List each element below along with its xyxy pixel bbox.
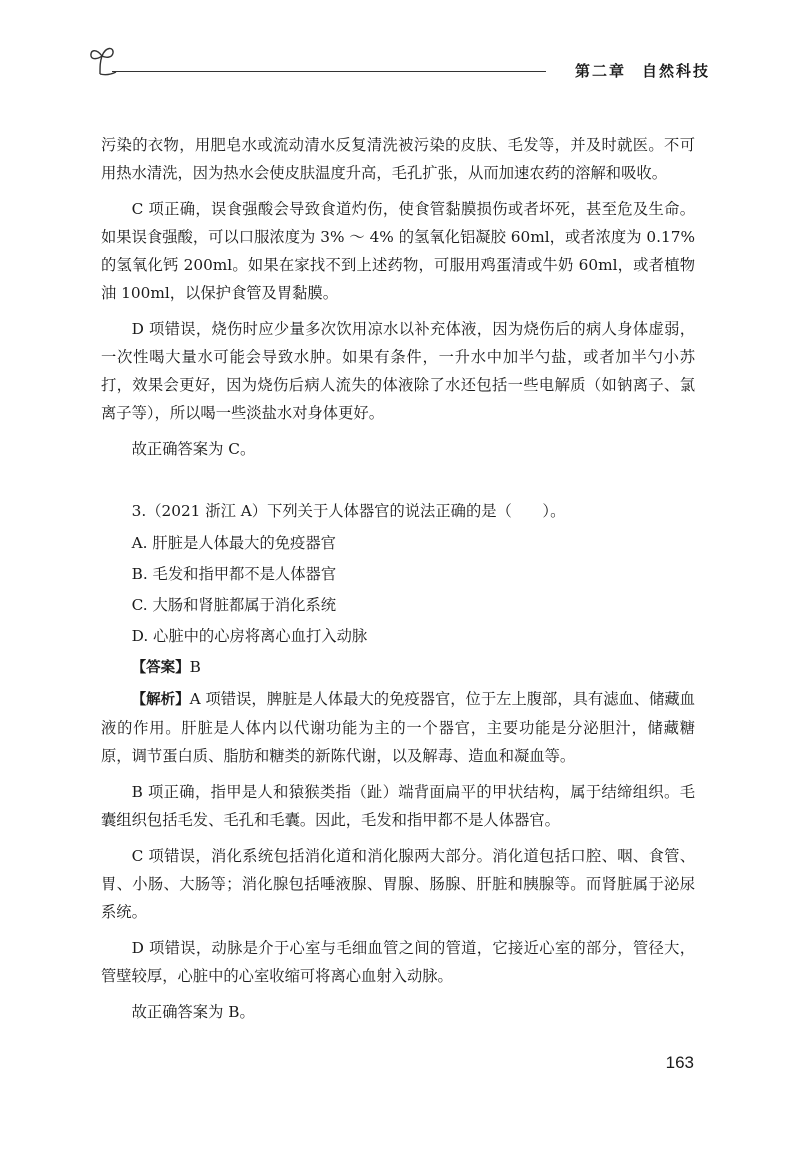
analysis-text: A 项错误，脾脏是人体最大的免疫器官，位于左上腹部，具有滤血、储藏血液的作用。肝脏是人体内以代谢功能为主的一个器官，主要功能是分泌胆汁，储藏糖原，调节蛋白质、脂肪和糖类的新陈代谢，以及解毒、造血和凝血等。 — [101, 690, 696, 765]
page-header — [88, 44, 710, 84]
answer-value: B — [189, 658, 201, 676]
paragraph: 故正确答案为 B。 — [131, 1003, 255, 1021]
option-b: B. 毛发和指甲都不是人体器官 — [131, 565, 337, 583]
question-stem: 3.（2021 浙江 A）下列关于人体器官的说法正确的是（ ）。 — [131, 502, 566, 520]
paragraph: D 项错误，动脉是介于心室与毛细血管之间的管道，它接近心室的部分，管径大，管壁较厚，心脏中的心室收缩可将离心血射入动脉。 — [101, 939, 695, 985]
chapter-number: 第二章 — [574, 62, 626, 80]
paragraph: C 项错误，消化系统包括消化道和消化腺两大部分。消化道包括口腔、咽、食管、胃、小肠、大肠等；消化腺包括唾液腺、胃腺、肠腺、肝脏和胰腺等。而肾脏属于泌尿系统。 — [101, 847, 695, 921]
answer-label: 【答案】 — [131, 660, 190, 676]
option-c: C. 大肠和肾脏都属于消化系统 — [131, 596, 337, 614]
paragraph: D 项错误，烧伤时应少量多次饮用凉水以补充体液，因为烧伤后的病人身体虚弱，一次性喝大量水可能会导致水肿。如果有条件，一升水中加半勺盐，或者加半勺小苏打，效果会更好，因为烧伤后病人流失的体液除了水还包括一些电解质（如钠离子、氯离子等），所以喝一些淡盐水对身体更好。 — [101, 320, 695, 422]
chapter-name: 自然科技 — [641, 62, 710, 80]
option-d: D. 心脏中的心房将离心血打入动脉 — [131, 627, 368, 645]
analysis-paragraph — [101, 685, 695, 770]
header-rule — [112, 71, 546, 72]
page-number: 163 — [665, 1053, 694, 1072]
option-a: A. 肝脏是人体最大的免疫器官 — [131, 534, 336, 552]
page-content — [101, 131, 695, 1026]
chapter-title — [575, 60, 710, 81]
paragraph: B 项正确，指甲是人和猿猴类指（趾）端背面扁平的甲状结构，属于结缔组织。毛囊组织包括毛发、毛孔和毛囊。因此，毛发和指甲都不是人体器官。 — [101, 783, 695, 829]
paragraph: 污染的衣物，用肥皂水或流动清水反复清洗被污染的皮肤、毛发等，并及时就医。不可用热水清洗，因为热水会使皮肤温度升高，毛孔扩张，从而加速农药的溶解和吸收。 — [101, 136, 695, 182]
sprout-icon — [88, 44, 118, 78]
paragraph: 故正确答案为 C。 — [131, 440, 256, 458]
paragraph: C 项正确，误食强酸会导致食道灼伤，使食管黏膜损伤或者坏死，甚至危及生命。如果误食强酸，可以口服浓度为 3% ～ 4% 的氢氧化铝凝胶 60ml，或者浓度为 0.17% 的氢氧化钙 200ml。如果在家找不到上述药物，可服用鸡蛋清或牛奶 60ml，或者植物油 100ml，以保护食管及胃黏膜。 — [101, 200, 695, 302]
answer-line — [101, 653, 695, 682]
analysis-label: 【解析】 — [131, 692, 190, 708]
